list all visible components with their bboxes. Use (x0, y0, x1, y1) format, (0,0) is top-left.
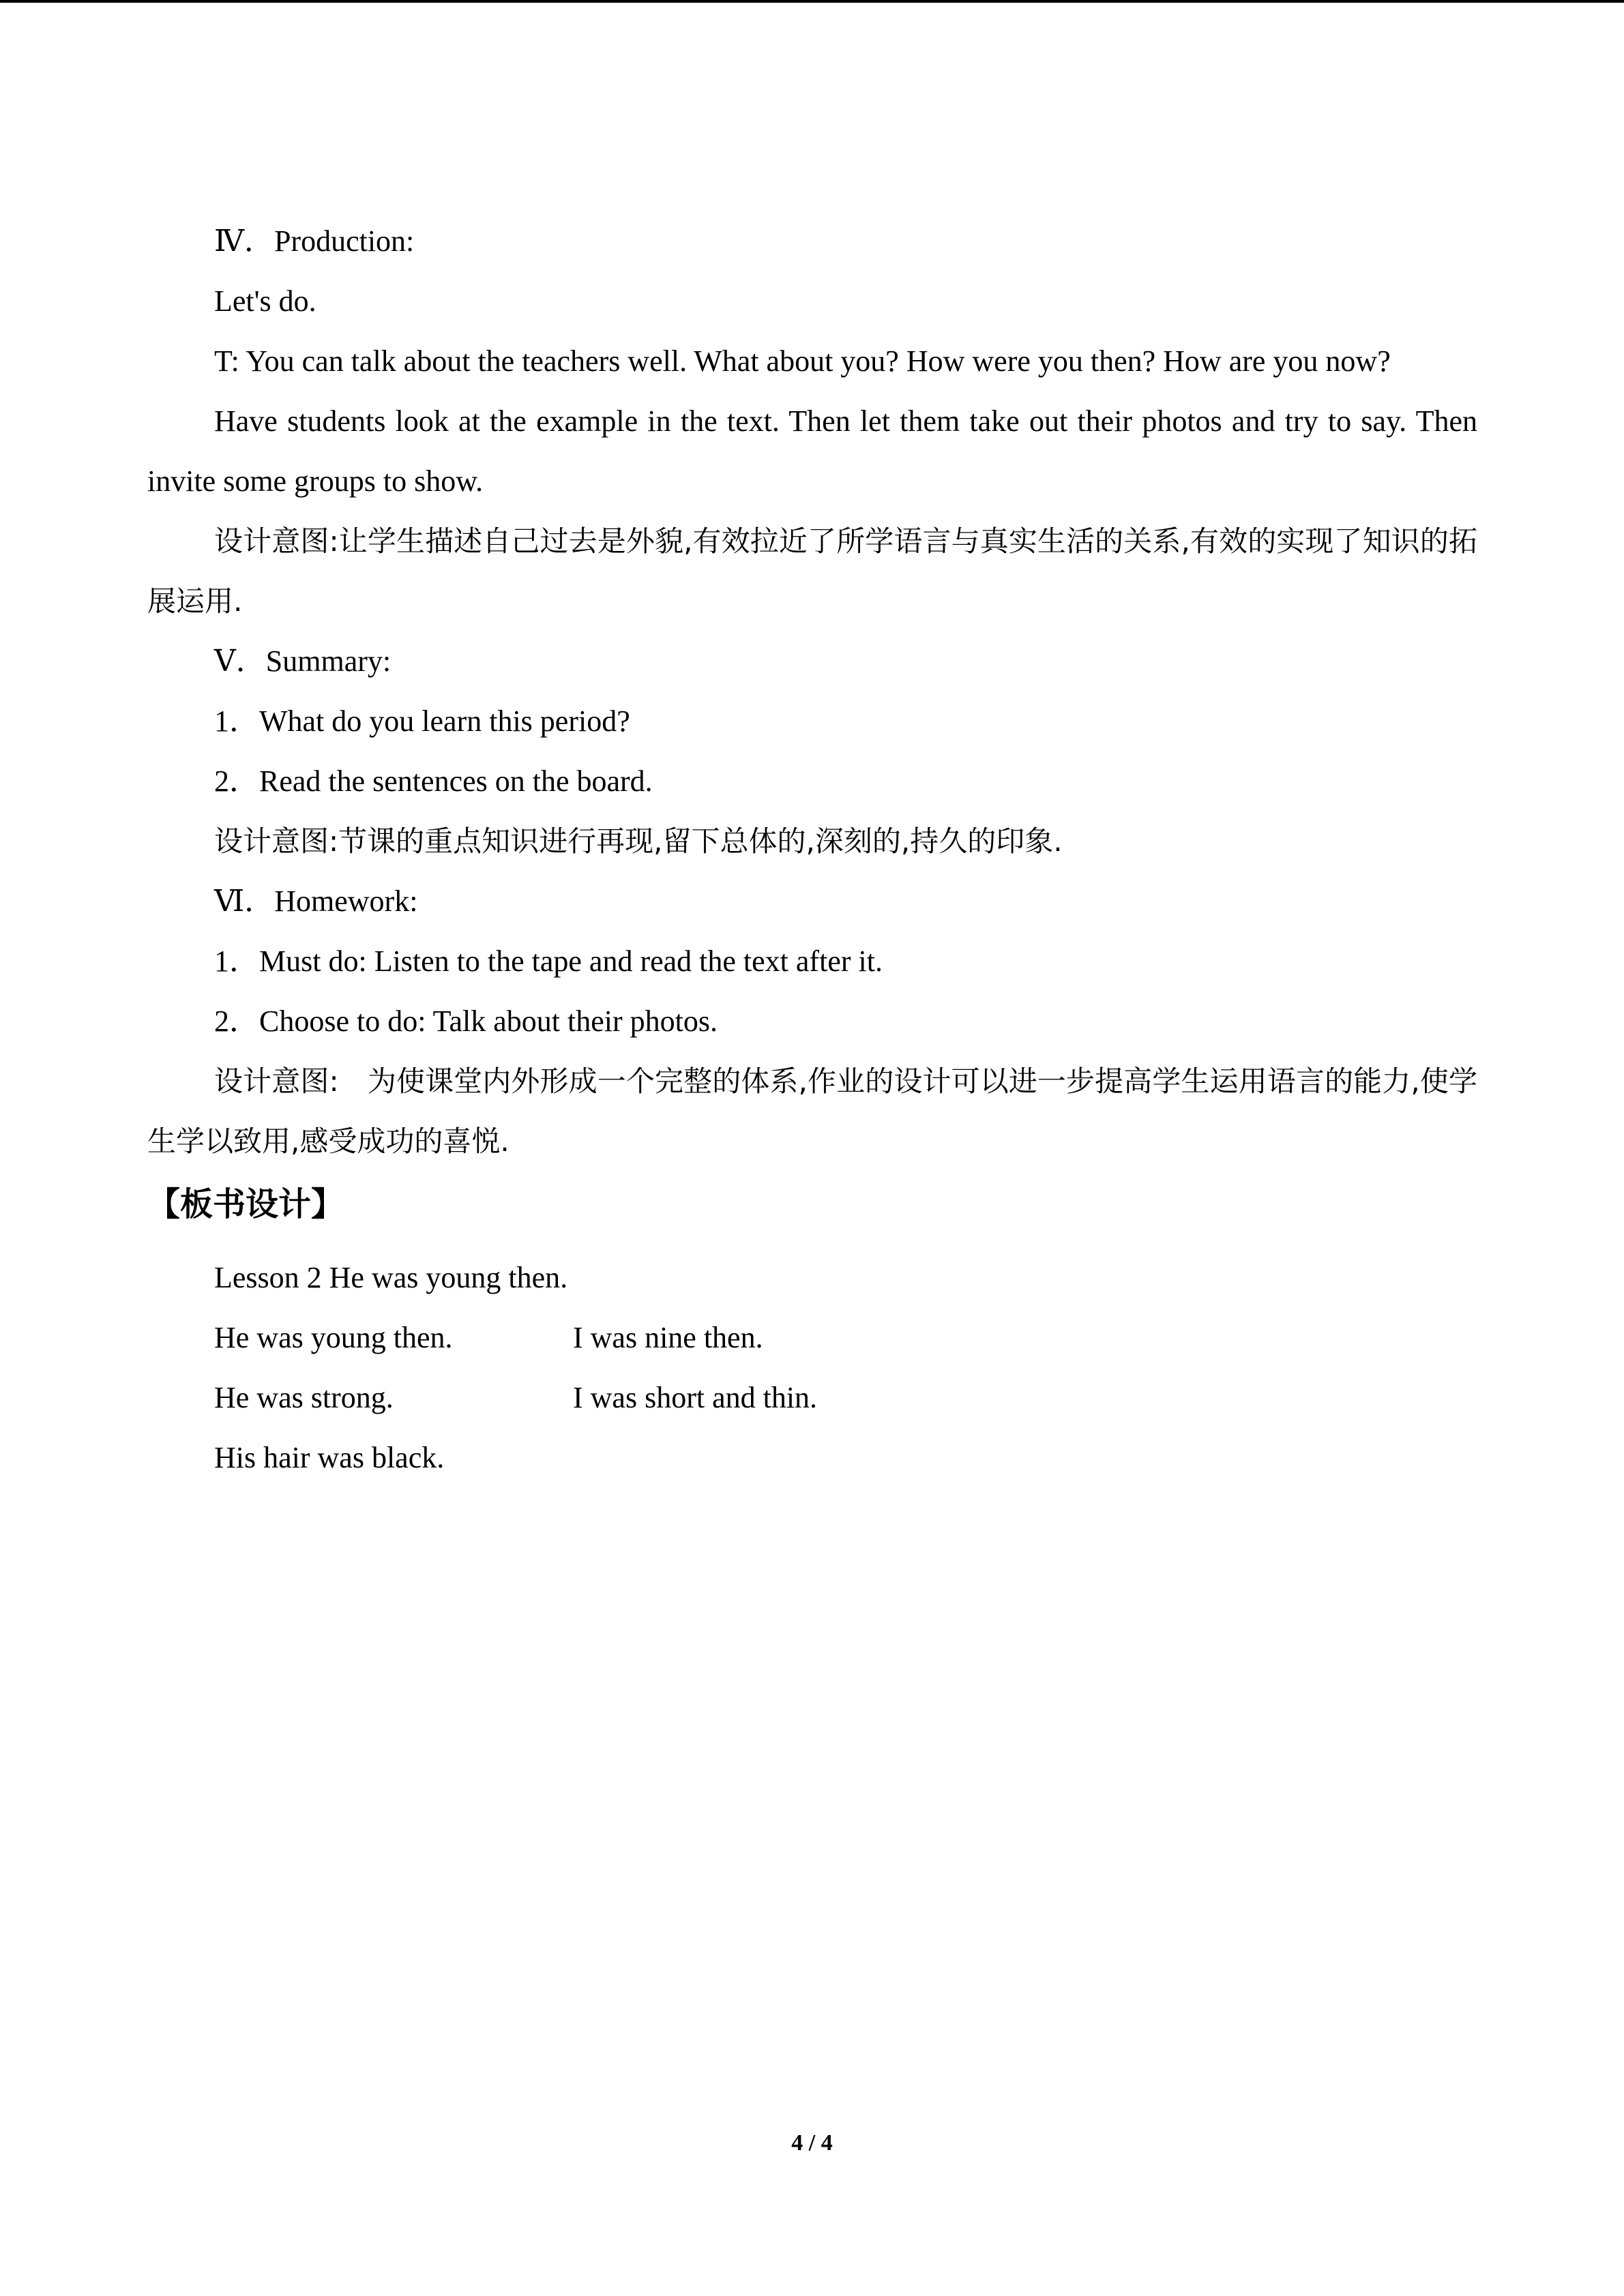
production-heading: Ⅳ．Production: (214, 224, 415, 258)
board-lesson-title: Lesson 2 He was young then. (214, 1261, 568, 1294)
board-design-title: 【板书设计】 (147, 1185, 344, 1223)
summary-item-1: 1．What do you learn this period? (214, 704, 630, 738)
top-border-line (0, 0, 1624, 3)
homework-design-intent: 设计意图: 为使课堂内外形成一个完整的体系,作业的设计可以进一步提高学生运用语言的能力,使学生学以致用,感受成功的喜悦. (147, 1064, 1477, 1158)
board-right-cell: I was short and thin. (573, 1381, 818, 1414)
homework-heading: Ⅵ．Homework: (214, 884, 418, 918)
board-row (147, 1428, 1477, 1488)
board-row (147, 1368, 1477, 1428)
homework-item-2: 2．Choose to do: Talk about their photos. (214, 1004, 718, 1038)
lets-do-line: Let's do. (214, 284, 316, 318)
document-page (147, 211, 1477, 1488)
summary-item-2: 2．Read the sentences on the board. (214, 764, 653, 798)
page-number: 4 / 4 (791, 2130, 833, 2156)
board-left-cell: He was strong. (214, 1381, 394, 1414)
instruction-paragraph: Have students look at the example in the text. Then let them take out their photos and try to say. Then invite some groups to show. (147, 404, 1477, 498)
board-design (147, 1248, 1477, 1488)
summary-design-intent: 设计意图:节课的重点知识进行再现,留下总体的,深刻的,持久的印象. (214, 824, 1063, 858)
board-left-cell: His hair was black. (214, 1441, 445, 1474)
board-row (147, 1308, 1477, 1368)
board-left-cell: He was young then. (214, 1321, 453, 1354)
summary-heading: Ⅴ．Summary: (214, 644, 392, 678)
board-right-cell: I was nine then. (573, 1321, 763, 1354)
homework-item-1: 1．Must do: Listen to the tape and read the text after it. (214, 944, 883, 978)
production-design-intent: 设计意图:让学生描述自己过去是外貌,有效拉近了所学语言与真实生活的关系,有效的实现了知识的拓展运用. (147, 524, 1477, 618)
teacher-line: T: You can talk about the teachers well. What about you? How were you then? How are you now? (214, 344, 1391, 378)
